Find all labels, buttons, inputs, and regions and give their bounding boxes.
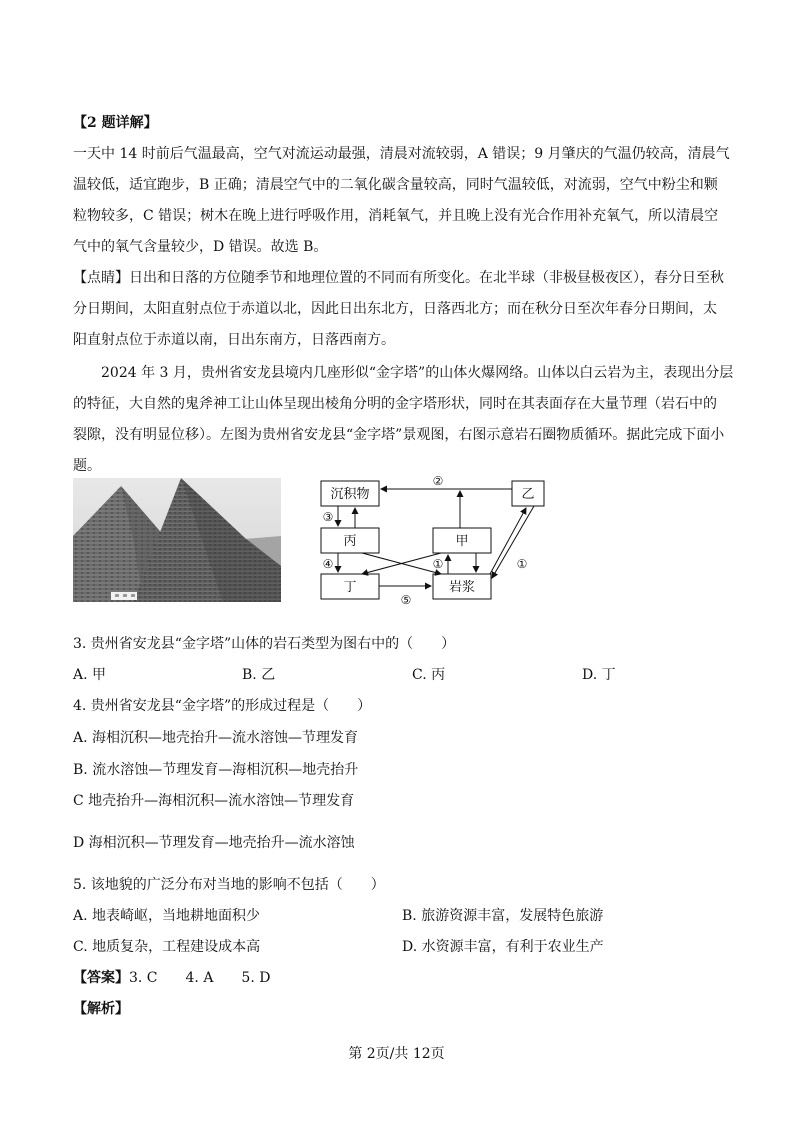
- material-line: 裂隙，没有明显位移）。左图为贵州省安龙县“金字塔”景观图，右图示意岩石圈物质循环。据此完成下面小: [73, 427, 725, 443]
- arrow-label-5: ⑤: [400, 593, 412, 607]
- arrow-label-4: ④: [322, 557, 334, 571]
- q3-option-b: B. 乙: [242, 667, 276, 683]
- label-jia: 甲: [455, 534, 469, 549]
- explanation-line: 粒物较多，C 错误；树木在晚上进行呼吸作用，消耗氧气，并且晚上没有光合作用补充氧气，所以清晨空: [73, 208, 719, 224]
- section-2-explanation: [73, 108, 733, 263]
- arrow-label-3: ③: [322, 510, 334, 524]
- answer-label: 【答案】: [73, 970, 129, 986]
- q5-option-d: D. 水资源丰富，有利于农业生产: [402, 939, 604, 955]
- q3-option-c: C. 丙: [412, 667, 446, 683]
- dianjing-note: [73, 263, 733, 356]
- explanation-line: 一天中 14 时前后气温最高，空气对流运动最强，清晨对流较弱，A 错误；9 月肇庆的气温仍较高，清晨气: [73, 146, 730, 162]
- question-5-stem: 5. 该地貌的广泛分布对当地的影响不包括（ ）: [73, 877, 385, 893]
- material-paragraph: [73, 358, 733, 482]
- arrow-1b: [492, 506, 534, 578]
- q5-option-a: A. 地表崎岖，当地耕地面积少: [73, 908, 261, 924]
- section-2-heading: 【2 题详解】: [73, 115, 158, 131]
- answer-text: 3. C 4. A 5. D: [129, 970, 271, 986]
- label-magma: 岩浆: [448, 580, 476, 595]
- pyramid-mountain-photo: [73, 478, 281, 602]
- q3-option-d: D. 丁: [582, 667, 616, 683]
- explanation-line: 气中的氧气含量较少，D 错误。故选 B。: [73, 239, 328, 255]
- label-yi: 乙: [521, 487, 535, 502]
- material-line: 2024 年 3 月，贵州省安龙县境内几座形似“金字塔”的山体火爆网络。山体以白云岩为主，表现出分层: [101, 365, 734, 381]
- rock-cycle-diagram: [300, 470, 562, 608]
- label-ding: 丁: [343, 580, 357, 595]
- answer-line: [73, 967, 270, 987]
- label-sediment: 沉积物: [330, 487, 370, 502]
- note-line: 阳直射点位于赤道以南，日出东南方，日落西南方。: [73, 332, 395, 348]
- q4-option-b: B. 流水溶蚀—节理发育—海相沉积—地壳抬升: [73, 762, 359, 778]
- q5-option-c: C. 地质复杂，工程建设成本高: [73, 939, 261, 955]
- arrow-label-1b: ①: [516, 557, 528, 571]
- note-line: 分日期间，太阳直射点位于赤道以北，因此日出东北方，日落西北方；而在秋分日至次年春分日期间，太: [73, 301, 717, 317]
- page-footer: 第 2页/共 12页: [348, 1046, 445, 1062]
- explanation-line: 温较低，适宜跑步，B 正确；清晨空气中的二氧化碳含量较高，同时气温较低，对流弱，空气中粉尘和颗: [73, 177, 718, 193]
- material-line: 的特征，大自然的鬼斧神工让山体呈现出棱角分明的金字塔形状，同时在其表面存在大量节理（岩石中的: [73, 396, 717, 412]
- material-line: 题。: [73, 458, 101, 474]
- q4-option-c: C 地壳抬升—海相沉积—流水溶蚀—节理发育: [73, 793, 355, 809]
- q5-option-b: B. 旅游资源丰富，发展特色旅游: [402, 908, 604, 924]
- question-3-stem: 3. 贵州省安龙县“金字塔”山体的岩石类型为图右中的（ ）: [73, 636, 456, 652]
- label-bing: 丙: [343, 534, 357, 549]
- q4-option-d: D 海相沉积—节理发育—地壳抬升—流水溶蚀: [73, 835, 355, 851]
- analysis-label: 【解析】: [73, 1001, 129, 1017]
- note-line: 【点睛】日出和日落的方位随季节和地理位置的不同而有所变化。在北半球（非极昼极夜区），春分日至秋: [73, 270, 724, 286]
- q3-option-a: A. 甲: [73, 667, 107, 683]
- arrow-label-1a: ①: [432, 557, 444, 571]
- arrow-label-2: ②: [432, 474, 444, 488]
- question-4-stem: 4. 贵州省安龙县“金字塔”的形成过程是（ ）: [73, 698, 372, 714]
- q4-option-a: A. 海相沉积—地壳抬升—流水溶蚀—节理发育: [73, 730, 359, 746]
